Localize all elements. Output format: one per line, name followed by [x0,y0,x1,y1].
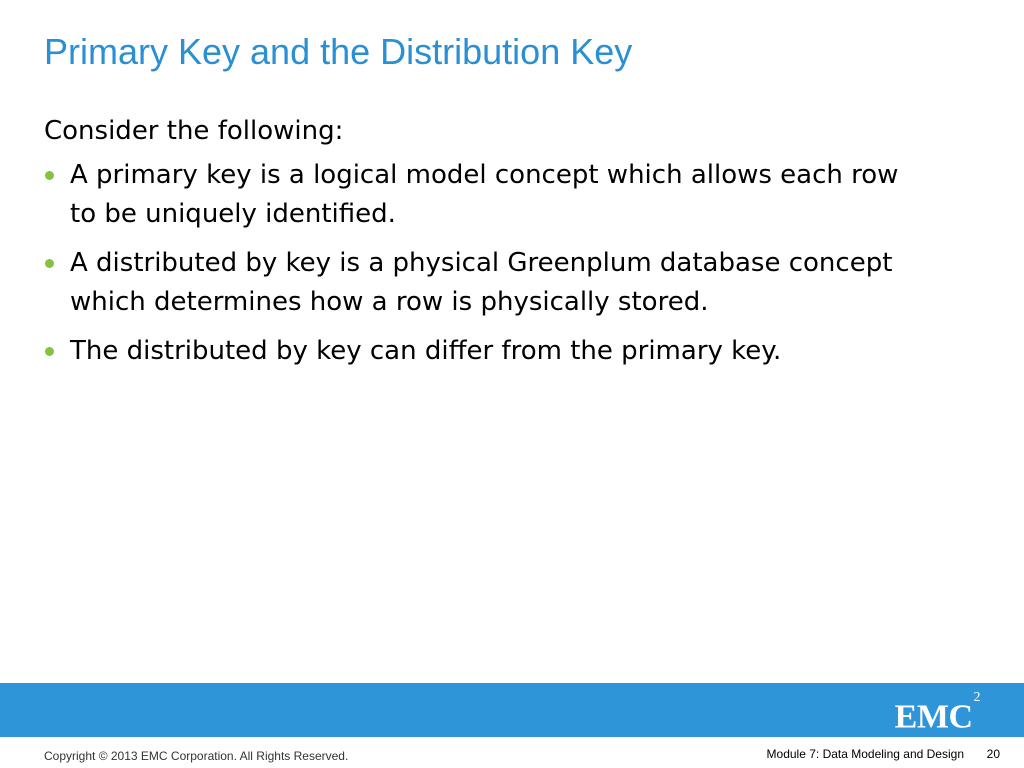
bullet-dot-icon [45,347,54,356]
slide-title: Primary Key and the Distribution Key [44,31,633,72]
bullet-text-line: to be uniquely identified. [70,199,396,229]
emc-logo [894,690,980,736]
bullet-dot-icon [45,259,54,268]
slide-body [44,112,964,381]
module-label: Module 7: Data Modeling and Design [766,747,964,761]
bullet-text-line: A primary key is a logical model concept which allows each row [70,160,899,190]
footer [0,737,1024,768]
bullet-text-line: The distributed by key can differ from the primary key. [70,336,782,366]
bullet-text-line: A distributed by key is a physical Greenplum database concept [70,248,893,278]
page-number: 20 [986,747,1000,761]
brand-band [0,683,1024,737]
bullet-list [44,156,964,371]
copyright-text: Copyright © 2013 EMC Corporation. All Rights Reserved. [44,749,349,763]
intro-text: Consider the following: [44,116,344,146]
logo-superscript: 2 [973,690,980,705]
bullet-item [44,156,964,234]
logo-text: EMC [894,698,973,736]
bullet-text-line: which determines how a row is physically stored. [70,287,709,317]
bullet-item [44,244,964,322]
bullet-dot-icon [45,171,54,180]
bullet-item [44,332,964,371]
